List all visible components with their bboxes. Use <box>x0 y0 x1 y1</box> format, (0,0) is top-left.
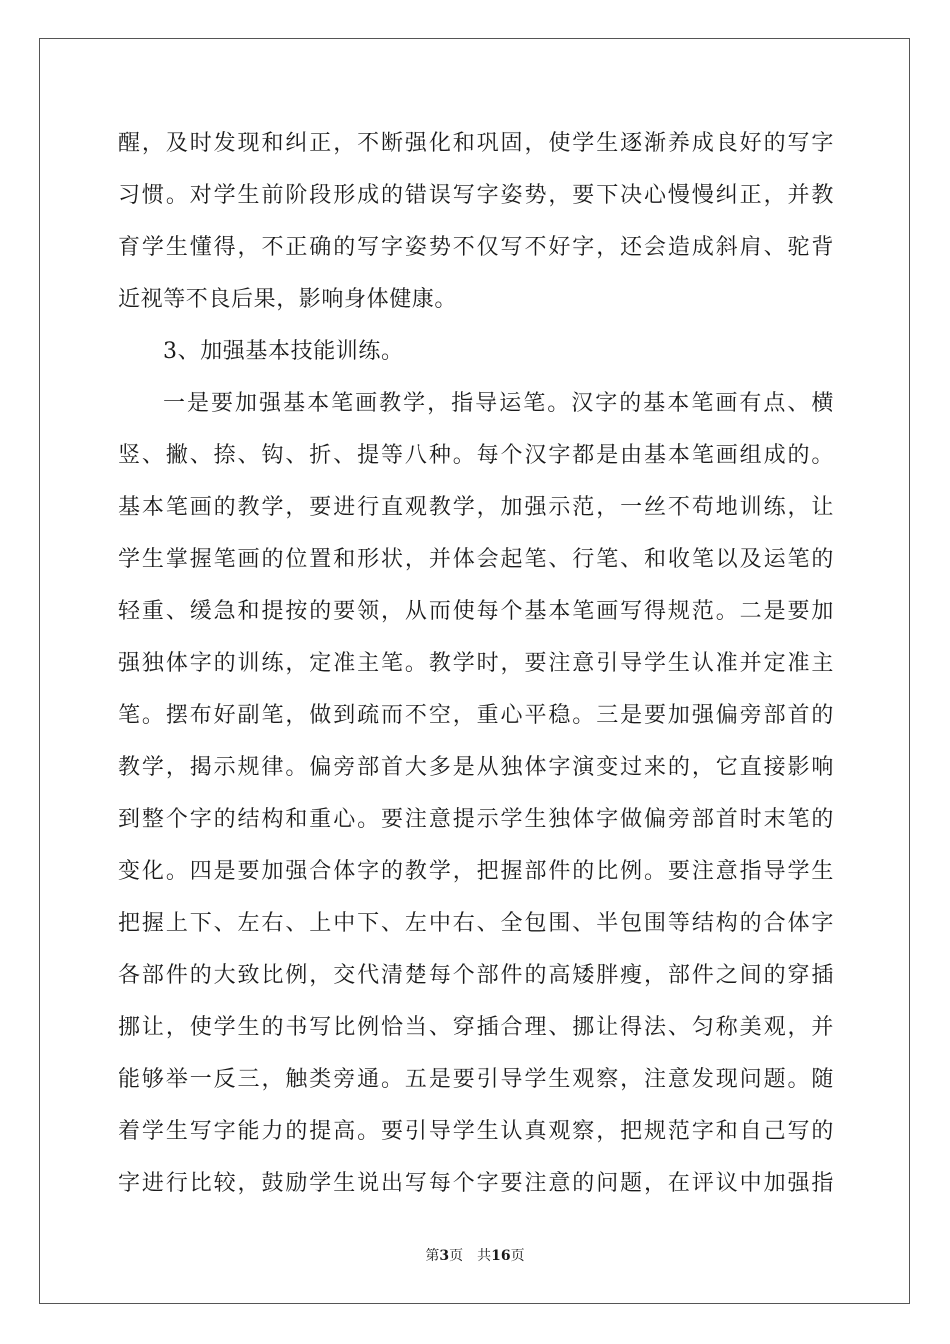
document-body <box>118 124 834 1216</box>
text-line: 笔。摆布好副笔，做到疏而不空，重心平稳。三是要加强偏旁部首的 <box>118 703 834 728</box>
text-line: 变化。四是要加强合体字的教学，把握部件的比例。要注意指导学生 <box>118 859 834 884</box>
text-line: 学生掌握笔画的位置和形状，并体会起笔、行笔、和收笔以及运笔的 <box>118 547 834 572</box>
text-line: 教学，揭示规律。偏旁部首大多是从独体字演变过来的，它直接影响 <box>118 755 834 780</box>
text-line: 把握上下、左右、上中下、左中右、全包围、半包围等结构的合体字 <box>118 911 834 936</box>
page-unit: 页 <box>449 1248 464 1264</box>
page-footer <box>0 1246 950 1266</box>
text-line: 育学生懂得，不正确的写字姿势不仅写不好字，还会造成斜肩、驼背 <box>118 235 834 260</box>
text-line: 字进行比较，鼓励学生说出写每个字要注意的问题，在评议中加强指 <box>118 1171 834 1196</box>
text-line: 轻重、缓急和提按的要领，从而使每个基本笔画写得规范。二是要加 <box>118 599 834 624</box>
text-line: 醒，及时发现和纠正，不断强化和巩固，使学生逐渐养成良好的写字 <box>118 131 834 156</box>
text-line: 着学生写字能力的提高。要引导学生认真观察，把规范字和自己写的 <box>118 1119 834 1144</box>
text-line: 近视等不良后果，影响身体健康。 <box>118 287 458 312</box>
text-line: 各部件的大致比例，交代清楚每个部件的高矮胖瘦，部件之间的穿插 <box>118 963 834 988</box>
text-line: 强独体字的训练，定准主笔。教学时，要注意引导学生认准并定准主 <box>118 651 834 676</box>
page-prefix: 第 <box>425 1248 440 1264</box>
section-heading: 3、加强基本技能训练。 <box>163 339 404 364</box>
text-line: 一是要加强基本笔画教学，指导运笔。汉字的基本笔画有点、横 <box>163 391 834 416</box>
text-line: 竖、撇、捺、钩、折、提等八种。每个汉字都是由基本笔画组成的。 <box>118 443 834 468</box>
text-line: 习惯。对学生前阶段形成的错误写字姿势，要下决心慢慢纠正，并教 <box>118 183 834 208</box>
text-line: 基本笔画的教学，要进行直观教学，加强示范，一丝不苟地训练，让 <box>118 495 834 520</box>
total-unit: 页 <box>510 1248 525 1264</box>
total-page-number: 16 <box>491 1248 511 1264</box>
text-line: 挪让，使学生的书写比例恰当、穿插合理、挪让得法、匀称美观，并 <box>118 1015 834 1040</box>
text-line: 到整个字的结构和重心。要注意提示学生独体字做偏旁部首时末笔的 <box>118 807 834 832</box>
total-prefix: 共 <box>477 1248 492 1264</box>
current-page-number: 3 <box>439 1248 450 1264</box>
text-line: 能够举一反三，触类旁通。五是要引导学生观察，注意发现问题。随 <box>118 1067 834 1092</box>
